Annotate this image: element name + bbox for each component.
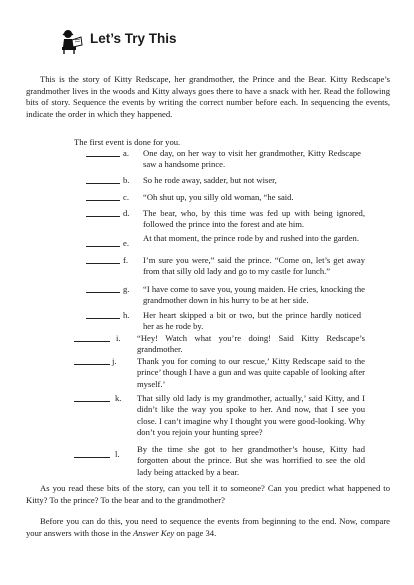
list-item (0, 356, 414, 392)
item-letter: k. (115, 393, 122, 403)
closing-paragraph-2 (26, 516, 390, 539)
item-text: So he rode away, sadder, but not wiser, (143, 175, 277, 185)
list-item (0, 333, 414, 357)
answer-blank[interactable] (74, 449, 110, 461)
list-item (0, 444, 414, 480)
answer-blank[interactable] (86, 255, 120, 267)
closing-text-end: on page 34. (174, 527, 217, 538)
item-letter: c. (123, 192, 129, 202)
answer-blank[interactable] (86, 238, 120, 250)
item-text: The bear, who, by this time was fed up with being ignored, followed the prince into the forest and ate him. (143, 208, 365, 230)
list-item (0, 310, 414, 334)
item-text: By the time she got to her grandmother’s house, Kitty had forgotten about the prince. But she was horrified to see the old lady being attacked by a bear. (137, 444, 365, 477)
item-text: That silly old lady is my grandmother, actually,’ said Kitty, and I didn’t like the way you spoke to her. And now, that I see you close. I can’t imagine why I thought you were good-looking. Why don’t you rejoin your hunting spree? (137, 393, 365, 438)
item-text: I’m sure you were,” said the prince. “Come on, let’s get away from that silly old lady and go to my castle for lunch.” (143, 255, 365, 277)
answer-blank[interactable] (86, 175, 120, 187)
list-item (0, 284, 414, 308)
closing-paragraph-1: As you read these bits of the story, can you tell it to someone? Can you predict what happened to Kitty? To the prince? To the bear and to the grandmother? (26, 483, 390, 505)
list-item (0, 233, 414, 257)
list-item (0, 255, 414, 279)
item-text: Her heart skipped a bit or two, but the prince hardly noticed her as he rode by. (143, 310, 361, 332)
answer-blank[interactable] (86, 310, 120, 322)
answer-blank[interactable] (74, 356, 110, 368)
item-text: “Oh shut up, you silly old woman, “he said. (143, 192, 294, 202)
list-item (0, 208, 414, 232)
answer-blank[interactable] (74, 393, 110, 405)
item-letter: a. (123, 148, 129, 158)
closing-text-start: Before you can do this, you need to sequence the events from beginning to the end. Now, compare your answers with those in the (26, 516, 390, 538)
answer-key-reference: Answer Key (132, 527, 175, 538)
item-text: “I have come to save you, young maiden. He cries, knocking the grandmother down in his hurry to be at her side. (143, 284, 365, 306)
item-text: One day, on her way to visit her grandmother, Kitty Redscape saw a handsome prince. (143, 148, 361, 170)
item-letter: j. (112, 356, 117, 366)
item-letter: i. (116, 333, 121, 343)
item-letter: b. (123, 175, 130, 185)
answer-blank[interactable] (74, 333, 110, 345)
item-letter: d. (123, 208, 130, 218)
item-letter: f. (123, 255, 129, 265)
answer-blank[interactable] (86, 192, 120, 204)
item-letter: h. (123, 310, 130, 320)
item-text: “Hey! Watch what you’re doing! Said Kitty Redscape’s grandmother. (137, 333, 365, 355)
item-text: At that moment, the prince rode by and rushed into the garden. (143, 233, 359, 243)
intro-paragraph: This is the story of Kitty Redscape, her grandmother, the Prince and the Bear. Kitty Redscape’s grandmother lives in the woods and Kitty always goes there to have a snack with her. Read the following bits of story. Sequence the events by writing the correct number before each. In sequencing the events, indicate the order in which they happened. (26, 74, 390, 119)
section-heading: Let’s Try This (90, 31, 177, 46)
list-item (0, 175, 414, 187)
item-text: Thank you for coming to our rescue,’ Kitty Redscape said to the prince’ though I have a gun and was quite capable of looking after myself.’ (137, 356, 365, 389)
item-letter: g. (123, 284, 130, 294)
list-item (0, 148, 414, 172)
list-item (0, 393, 414, 441)
answer-blank[interactable] (86, 284, 120, 296)
item-letter: e. (123, 238, 129, 248)
answer-blank[interactable] (86, 208, 120, 220)
reading-person-icon (60, 28, 84, 54)
list-item (0, 192, 414, 204)
item-letter: l. (115, 449, 120, 459)
answer-blank[interactable] (86, 148, 120, 160)
first-event-note: The first event is done for you. (74, 137, 181, 147)
